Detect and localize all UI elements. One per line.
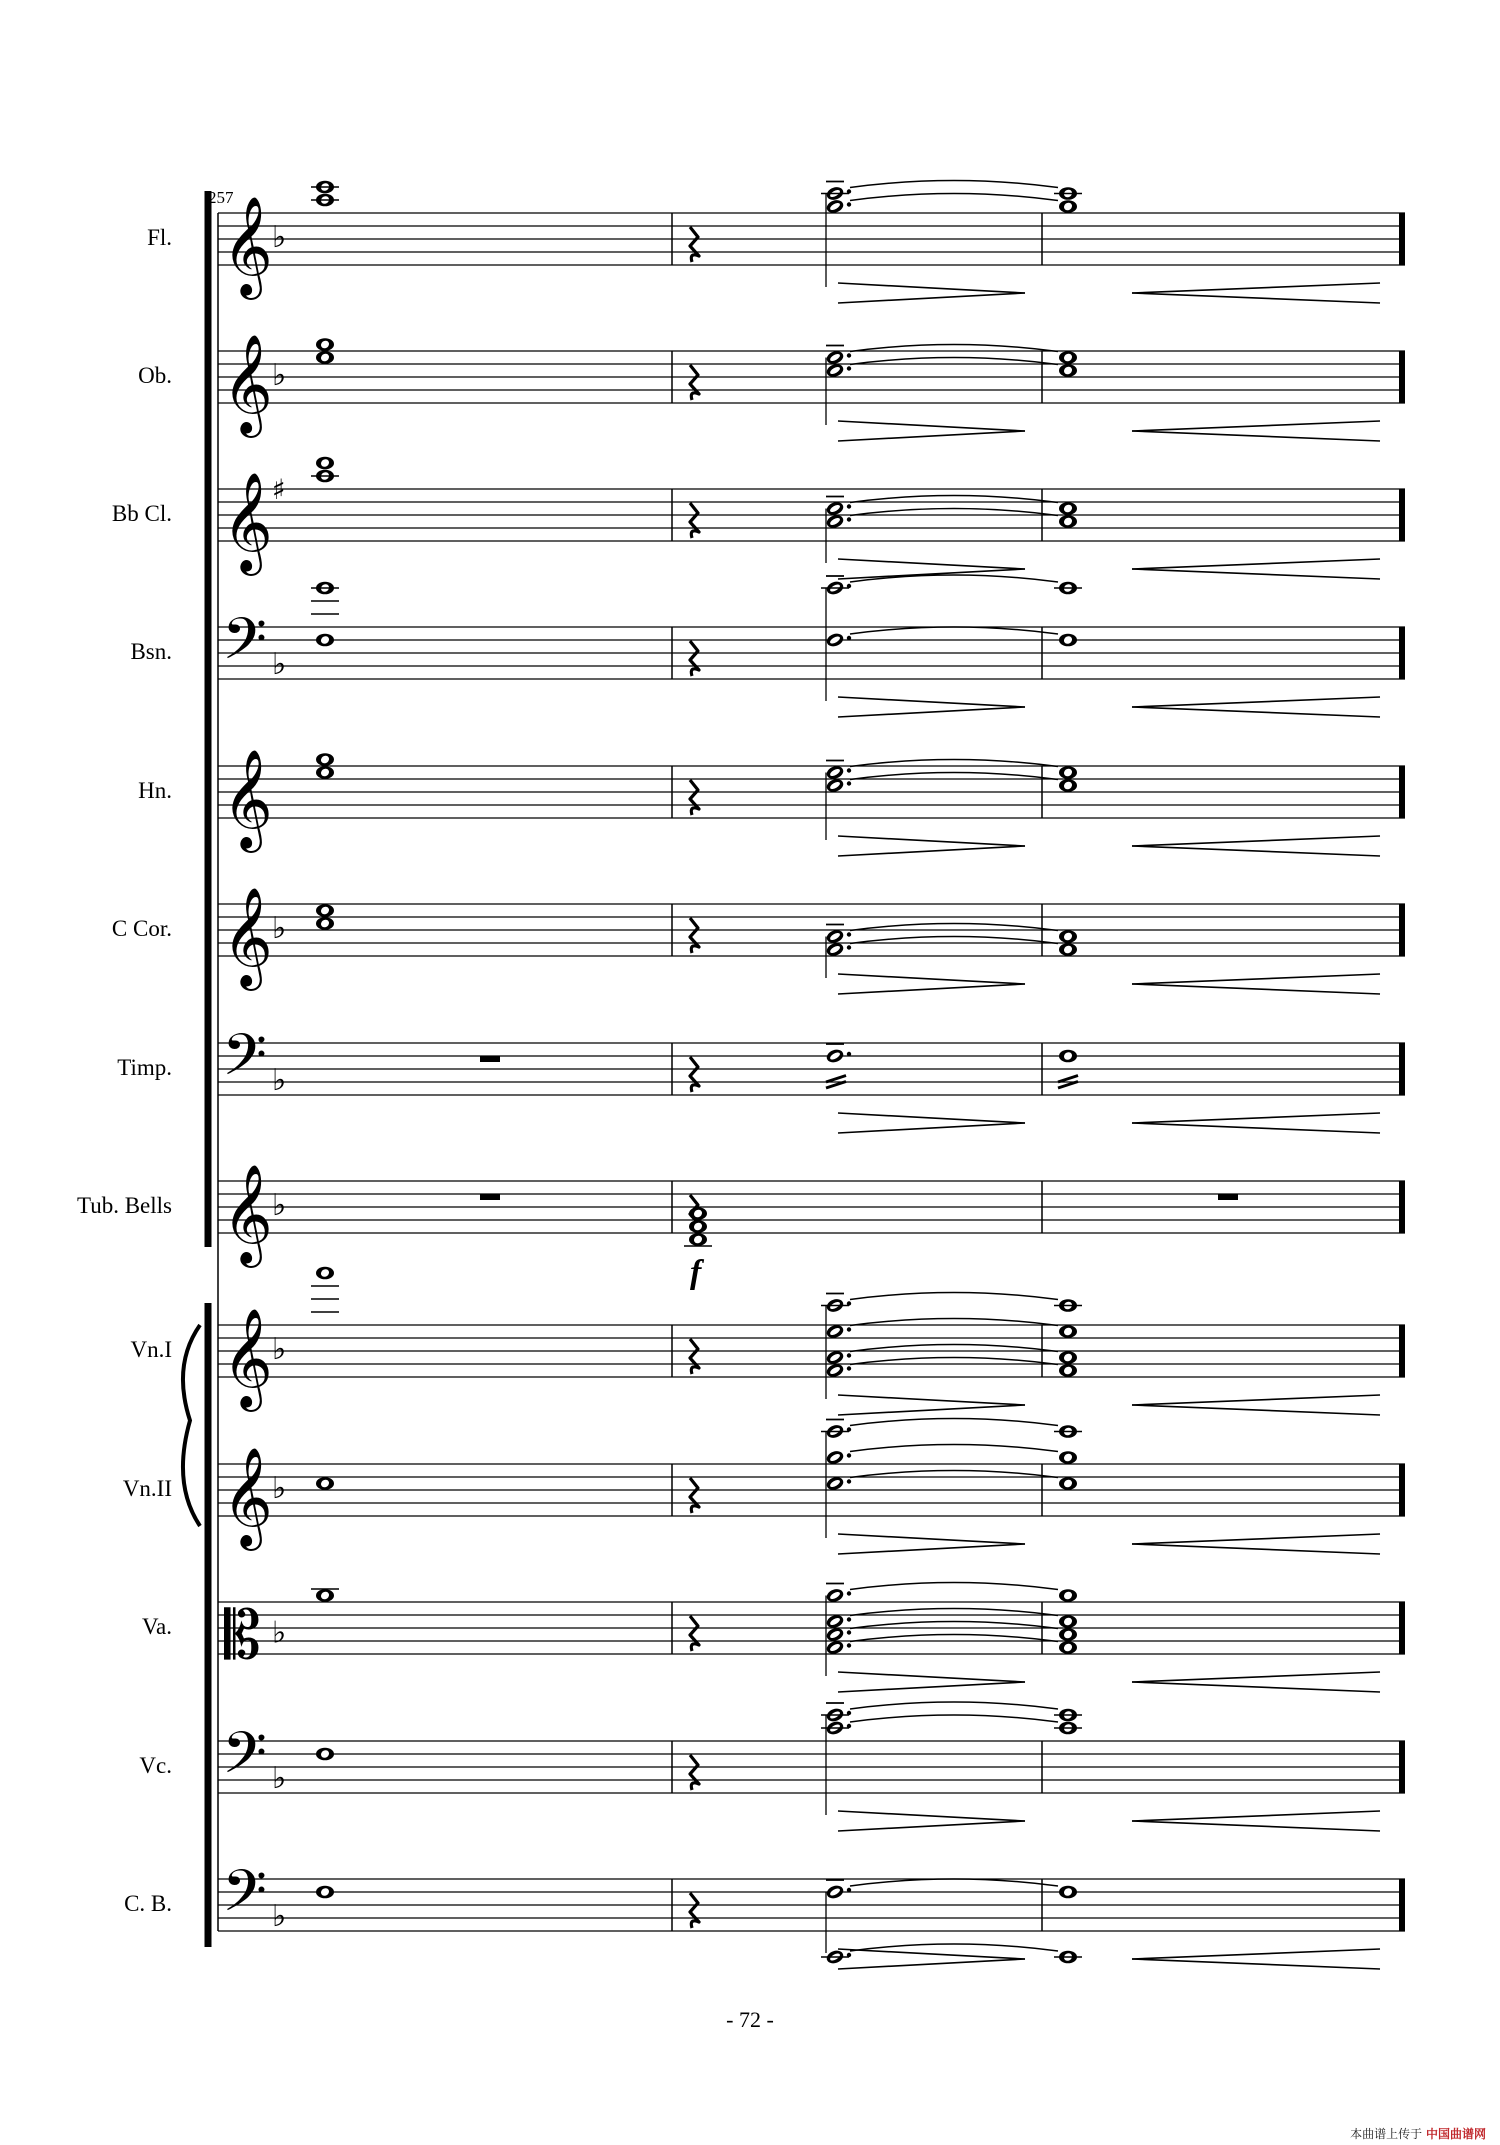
crescendo-hairpin — [1132, 1544, 1380, 1554]
whole-note — [1059, 1364, 1077, 1377]
crescendo-hairpin — [1132, 836, 1380, 846]
tie — [850, 1445, 1058, 1452]
whole-rest — [480, 1056, 500, 1062]
whole-note — [1059, 364, 1077, 377]
crescendo-hairpin — [1132, 421, 1380, 431]
whole-note — [316, 351, 334, 364]
instrument-label-cb: C. B. — [124, 1891, 172, 1916]
instrument-label-vn2: Vn.II — [122, 1476, 172, 1501]
crescendo-hairpin — [1132, 283, 1380, 293]
quarter-rest — [690, 1755, 699, 1790]
whole-note — [316, 1477, 334, 1490]
staff-vn1 — [218, 1325, 1405, 1377]
decrescendo-hairpin — [838, 1821, 1025, 1831]
crescendo-hairpin — [1132, 984, 1380, 994]
footer-credit — [1350, 2125, 1486, 2142]
flat-icon: ♭ — [272, 1471, 287, 1506]
decrescendo-hairpin — [838, 1123, 1025, 1133]
crescendo-hairpin — [1132, 1672, 1380, 1682]
sharp-icon: ♯ — [272, 473, 286, 506]
quarter-rest — [690, 503, 699, 538]
tie — [850, 1879, 1058, 1886]
whole-note — [316, 753, 334, 766]
crescendo-hairpin — [1132, 707, 1380, 717]
whole-note — [1059, 779, 1077, 792]
decrescendo-hairpin — [838, 846, 1025, 856]
flat-icon: ♭ — [272, 1761, 287, 1796]
flat-icon: ♭ — [272, 911, 287, 946]
crescendo-hairpin — [1132, 1821, 1380, 1831]
final-barline — [1399, 766, 1405, 818]
flat-icon: ♭ — [272, 647, 287, 682]
tie — [850, 1944, 1058, 1951]
whole-note — [689, 1233, 707, 1246]
quarter-rest — [690, 918, 699, 953]
crescendo-hairpin — [1132, 1811, 1380, 1821]
decrescendo-hairpin — [838, 283, 1025, 293]
whole-note — [316, 766, 334, 779]
treble-clef-icon: 𝄞 — [222, 1164, 273, 1264]
treble-clef-icon: 𝄞 — [222, 1308, 273, 1408]
treble-clef-icon: 𝄞 — [222, 196, 273, 296]
bass-clef-icon: 𝄢 — [222, 1021, 268, 1103]
tie — [850, 627, 1058, 634]
instrument-label-bells: Tub. Bells — [76, 1193, 172, 1218]
decrescendo-hairpin — [838, 559, 1025, 569]
instrument-label-hn: Hn. — [138, 778, 172, 803]
tie — [850, 1715, 1058, 1722]
crescendo-hairpin — [1132, 1959, 1380, 1969]
treble-clef-icon: 𝄞 — [222, 887, 273, 987]
alto-clef-icon: 𝄡 — [224, 1597, 261, 1674]
decrescendo-hairpin — [838, 1949, 1025, 1959]
instrument-label-fl: Fl. — [147, 225, 172, 250]
whole-note — [1059, 1628, 1077, 1641]
whole-note — [316, 917, 334, 930]
measure-number: 257 — [208, 188, 234, 207]
bass-clef-icon: 𝄢 — [222, 605, 268, 687]
crescendo-hairpin — [1132, 431, 1380, 441]
instrument-label-timp: Timp. — [117, 1055, 172, 1080]
final-barline — [1399, 351, 1405, 403]
decrescendo-hairpin — [838, 984, 1025, 994]
crescendo-hairpin — [1132, 1405, 1380, 1415]
decrescendo-hairpin — [838, 1672, 1025, 1682]
whole-rest — [480, 1194, 500, 1200]
flat-icon: ♭ — [272, 358, 287, 393]
crescendo-hairpin — [1132, 1123, 1380, 1133]
flat-icon: ♭ — [272, 1332, 287, 1367]
crescendo-hairpin — [1132, 697, 1380, 707]
staff-vn2 — [218, 1464, 1405, 1516]
decrescendo-hairpin — [838, 293, 1025, 303]
decrescendo-hairpin — [838, 1534, 1025, 1544]
crescendo-hairpin — [1132, 974, 1380, 984]
crescendo-hairpin — [1132, 846, 1380, 856]
page-number: - 72 - — [726, 2007, 774, 2032]
whole-note — [1059, 1641, 1077, 1654]
staff-cl — [218, 489, 1405, 541]
staff-ob — [218, 351, 1405, 403]
final-barline — [1399, 1043, 1405, 1095]
final-barline — [1399, 627, 1405, 679]
quarter-rest — [690, 1057, 699, 1092]
crescendo-hairpin — [1132, 1534, 1380, 1544]
whole-note — [316, 338, 334, 351]
treble-clef-icon: 𝄞 — [222, 472, 273, 572]
decrescendo-hairpin — [838, 974, 1025, 984]
crescendo-hairpin — [1132, 1395, 1380, 1405]
crescendo-hairpin — [1132, 1682, 1380, 1692]
final-barline — [1399, 904, 1405, 956]
decrescendo-hairpin — [838, 1113, 1025, 1123]
decrescendo-hairpin — [838, 1811, 1025, 1821]
whole-note — [1059, 502, 1077, 515]
decrescendo-hairpin — [838, 569, 1025, 579]
whole-note — [316, 1267, 334, 1280]
decrescendo-hairpin — [838, 1544, 1025, 1554]
whole-note — [316, 457, 334, 470]
decrescendo-hairpin — [838, 1395, 1025, 1405]
staff-vc — [218, 1741, 1405, 1793]
whole-note — [316, 1748, 334, 1761]
whole-note — [1059, 1451, 1077, 1464]
tie — [850, 181, 1058, 188]
whole-note — [316, 1886, 334, 1899]
crescendo-hairpin — [1132, 293, 1380, 303]
instrument-label-vc: Vc. — [139, 1753, 172, 1778]
whole-note — [1059, 943, 1077, 956]
flat-icon: ♭ — [272, 1188, 287, 1223]
treble-clef-icon: 𝄞 — [222, 749, 273, 849]
whole-note — [316, 904, 334, 917]
whole-note — [1059, 1351, 1077, 1364]
crescendo-hairpin — [1132, 569, 1380, 579]
whole-note — [689, 1207, 707, 1220]
instrument-label-bsn: Bsn. — [130, 639, 172, 664]
whole-note — [1059, 634, 1077, 647]
crescendo-hairpin — [1132, 1113, 1380, 1123]
decrescendo-hairpin — [838, 1682, 1025, 1692]
decrescendo-hairpin — [838, 1959, 1025, 1969]
footer-prefix: 本曲谱上传于 — [1350, 2127, 1423, 2141]
instrument-label-ob: Ob. — [138, 363, 172, 388]
quarter-rest — [690, 1893, 699, 1928]
whole-note — [1059, 1589, 1077, 1602]
staff-bsn — [218, 627, 1405, 679]
decrescendo-hairpin — [838, 1405, 1025, 1415]
staff-hn — [218, 766, 1405, 818]
final-barline — [1399, 489, 1405, 541]
treble-clef-icon: 𝄞 — [222, 334, 273, 434]
staff-timp — [218, 1043, 1405, 1095]
instrument-label-cor: C Cor. — [111, 916, 172, 941]
decrescendo-hairpin — [838, 836, 1025, 846]
whole-note — [1059, 930, 1077, 943]
flat-icon: ♭ — [272, 1063, 287, 1098]
tie — [850, 194, 1058, 201]
quarter-rest — [690, 365, 699, 400]
quarter-rest — [690, 641, 699, 676]
flat-icon: ♭ — [272, 1899, 287, 1934]
flat-icon: ♭ — [272, 1615, 287, 1651]
whole-note — [1059, 1886, 1077, 1899]
staff-bells — [218, 1181, 1405, 1233]
tie — [850, 1293, 1058, 1300]
dynamic-forte: f — [690, 1254, 702, 1291]
staff-fl — [218, 213, 1405, 265]
whole-note — [1059, 351, 1077, 364]
whole-note — [1059, 766, 1077, 779]
whole-note — [689, 1220, 707, 1233]
whole-note — [316, 634, 334, 647]
decrescendo-hairpin — [838, 697, 1025, 707]
instrument-label-va: Va. — [141, 1614, 172, 1639]
final-barline — [1399, 1741, 1405, 1793]
whole-note — [1059, 1615, 1077, 1628]
staff-cor — [218, 904, 1405, 956]
whole-note — [1059, 1050, 1077, 1063]
quarter-rest — [690, 227, 699, 262]
decrescendo-hairpin — [838, 707, 1025, 717]
violin-brace — [183, 1325, 200, 1526]
quarter-rest — [690, 1339, 699, 1374]
bass-clef-icon: 𝄢 — [222, 1719, 268, 1801]
staff-cb — [218, 1879, 1405, 1931]
final-barline — [1399, 1325, 1405, 1377]
tie — [850, 1419, 1058, 1426]
crescendo-hairpin — [1132, 1949, 1380, 1959]
whole-note — [1059, 1477, 1077, 1490]
instrument-label-cl: Bb Cl. — [111, 501, 172, 526]
quarter-rest — [690, 1616, 699, 1651]
treble-clef-icon: 𝄞 — [222, 1447, 273, 1547]
final-barline — [1399, 1464, 1405, 1516]
tie — [850, 1702, 1058, 1709]
whole-note — [1059, 1325, 1077, 1338]
whole-note — [316, 1589, 334, 1602]
final-barline — [1399, 213, 1405, 265]
whole-note — [1059, 200, 1077, 213]
footer-brand: 中国曲谱网 — [1425, 2127, 1486, 2141]
tie — [850, 1583, 1058, 1590]
bass-clef-icon: 𝄢 — [222, 1857, 268, 1939]
quarter-rest — [690, 1478, 699, 1513]
decrescendo-hairpin — [838, 421, 1025, 431]
whole-note — [1059, 515, 1077, 528]
whole-rest — [1218, 1194, 1238, 1200]
staff-va — [218, 1602, 1405, 1654]
final-barline — [1399, 1181, 1405, 1233]
final-barline — [1399, 1602, 1405, 1654]
final-barline — [1399, 1879, 1405, 1931]
flat-icon: ♭ — [272, 220, 287, 255]
crescendo-hairpin — [1132, 559, 1380, 569]
instrument-label-vn1: Vn.I — [130, 1337, 172, 1362]
quarter-rest — [690, 780, 699, 815]
decrescendo-hairpin — [838, 431, 1025, 441]
